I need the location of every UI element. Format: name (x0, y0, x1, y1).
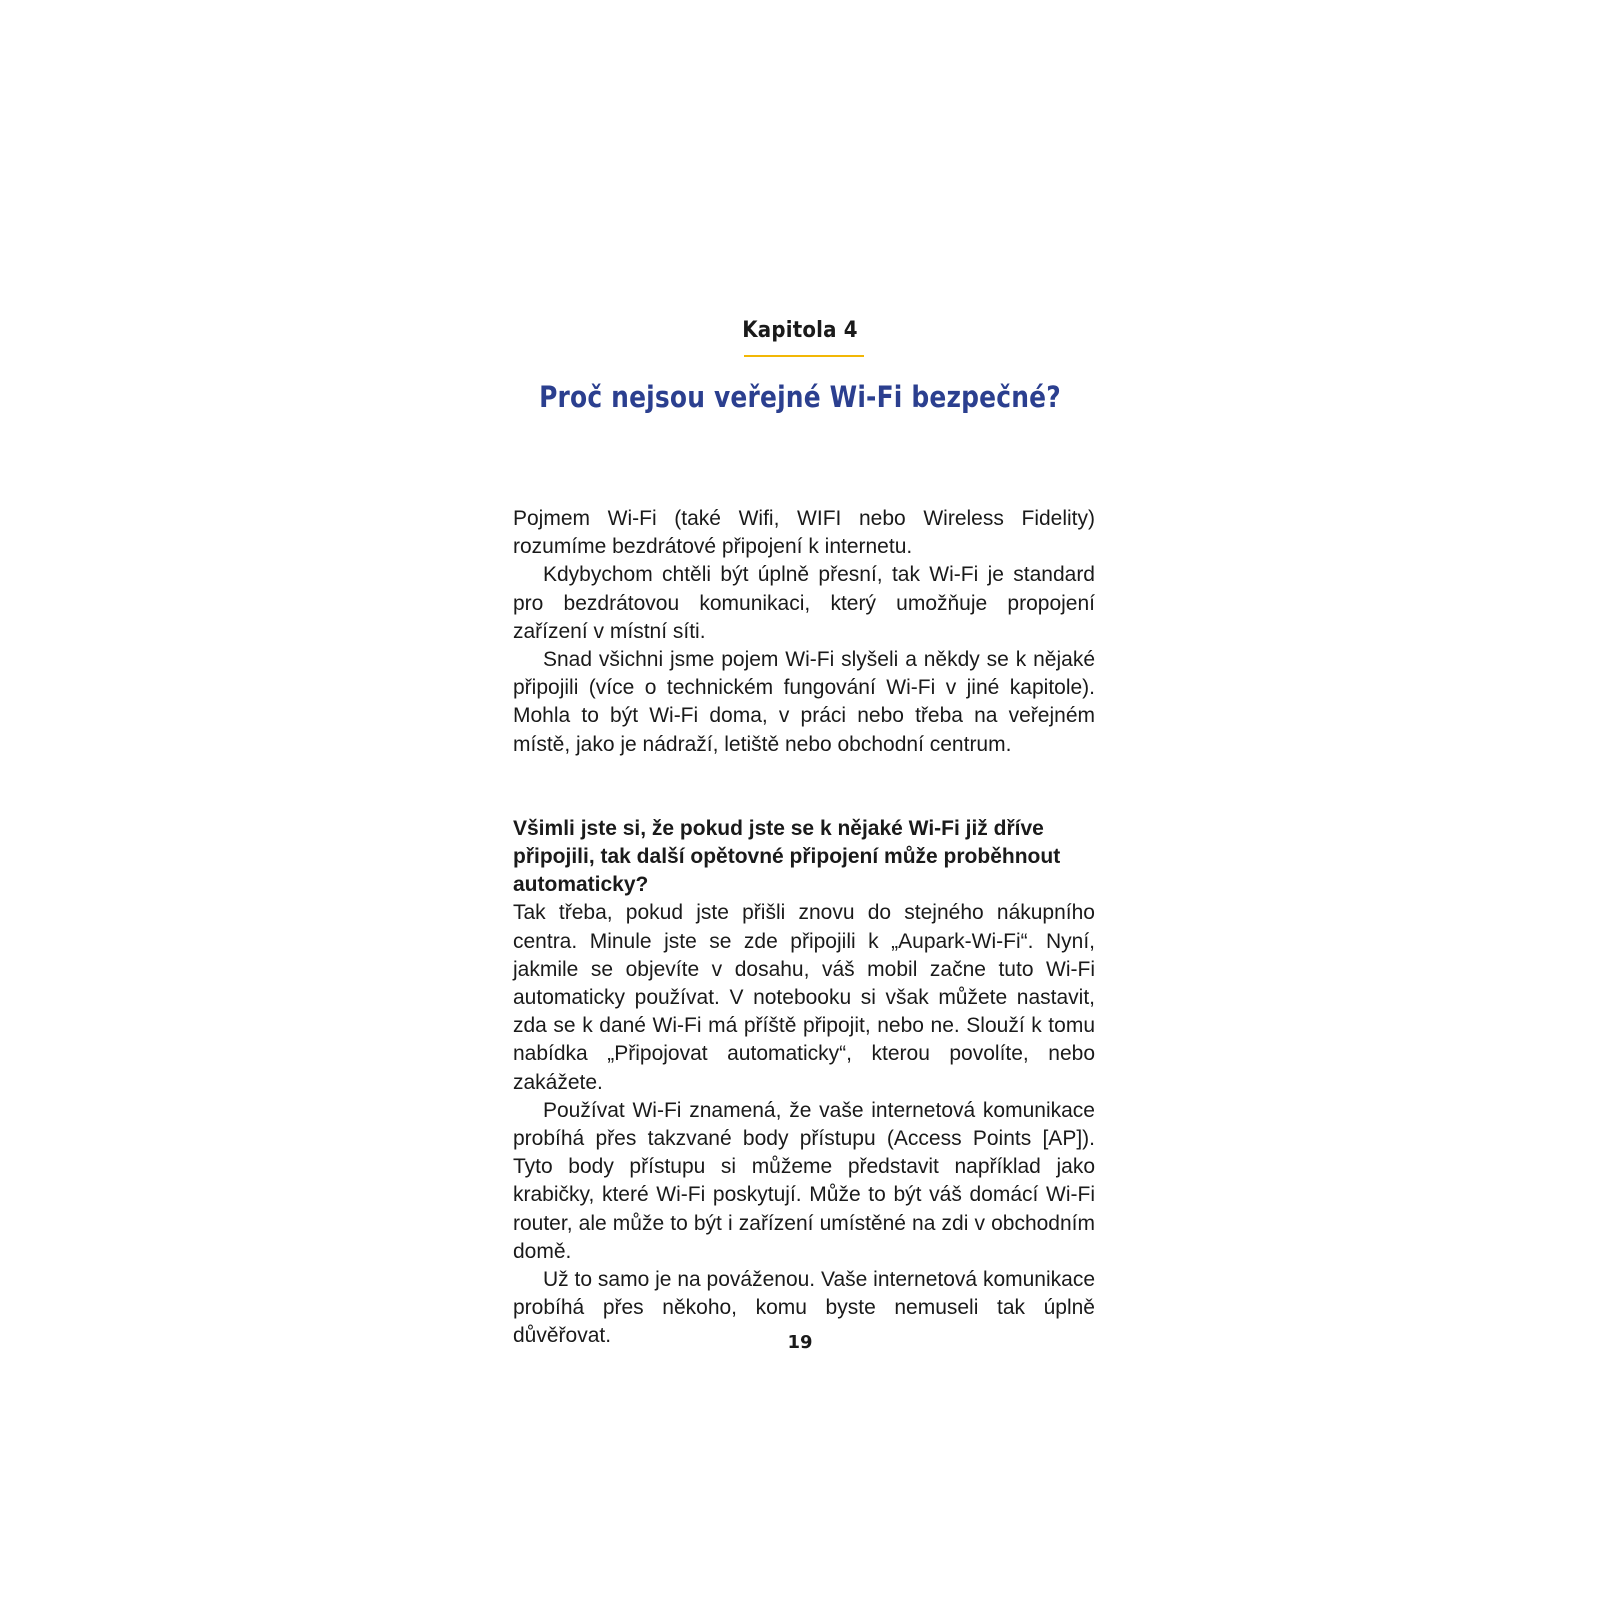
paragraph-6: Už to samo je na pováženou. Vaše internetová komunikace probíhá přes někoho, komu byste nemuseli tak úplně důvěřovat. (513, 1268, 1095, 1348)
chapter-title: Proč nejsou veřejné Wi-Fi bezpečné? (539, 380, 1061, 414)
section-heading: Všimli jste si, že pokud jste se k nějaké Wi-Fi již dříve připojili, tak další opětovné připojení může proběhnout automaticky? (513, 816, 1061, 897)
chapter-underline-rule (744, 355, 864, 357)
paragraph-1: Pojmem Wi-Fi (také Wifi, WIFI nebo Wireless Fidelity) rozumíme bezdrátové připojení k internetu. (513, 507, 1095, 559)
body-text (513, 505, 1095, 1351)
page-number: 19 (787, 1332, 813, 1353)
paragraph-4: Tak třeba, pokud jste přišli znovu do stejného nákupního centra. Minule jste se zde připojili k „Aupark-Wi-Fi“. Nyní, jakmile se objevíte v dosahu, váš mobil začne tuto Wi-Fi automaticky používat. V notebooku si však můžete nastavit, zda se k dané Wi-Fi má příště připojit, nebo ne. Slouží k tomu nabídka „Připojovat automaticky“, kterou povolíte, nebo zakážete. (513, 901, 1095, 1094)
paragraph-3: Snad všichni jsme pojem Wi-Fi slyšeli a někdy se k nějaké připojili (více o technickém fungování Wi-Fi v jiné kapitole). Mohla to být Wi-Fi doma, v práci nebo třeba na veřejném místě, jako je nádraží, letiště nebo obchodní centrum. (513, 648, 1095, 756)
paragraph-5: Používat Wi-Fi znamená, že vaše internetová komunikace probíhá přes takzvané body přístupu (Access Points [AP]). Tyto body přístupu si můžeme představit například jako krabičky, které Wi-Fi poskytují. Může to být váš domácí Wi-Fi router, ale může to být i zařízení umístěné na zdi v obchodním domě. (513, 1098, 1095, 1263)
chapter-label: Kapitola 4 (742, 318, 858, 343)
paragraph-2: Kdybychom chtěli být úplně přesní, tak Wi-Fi je standard pro bezdrátovou komunikaci, který umožňuje propojení zařízení v místní síti. (513, 563, 1095, 643)
